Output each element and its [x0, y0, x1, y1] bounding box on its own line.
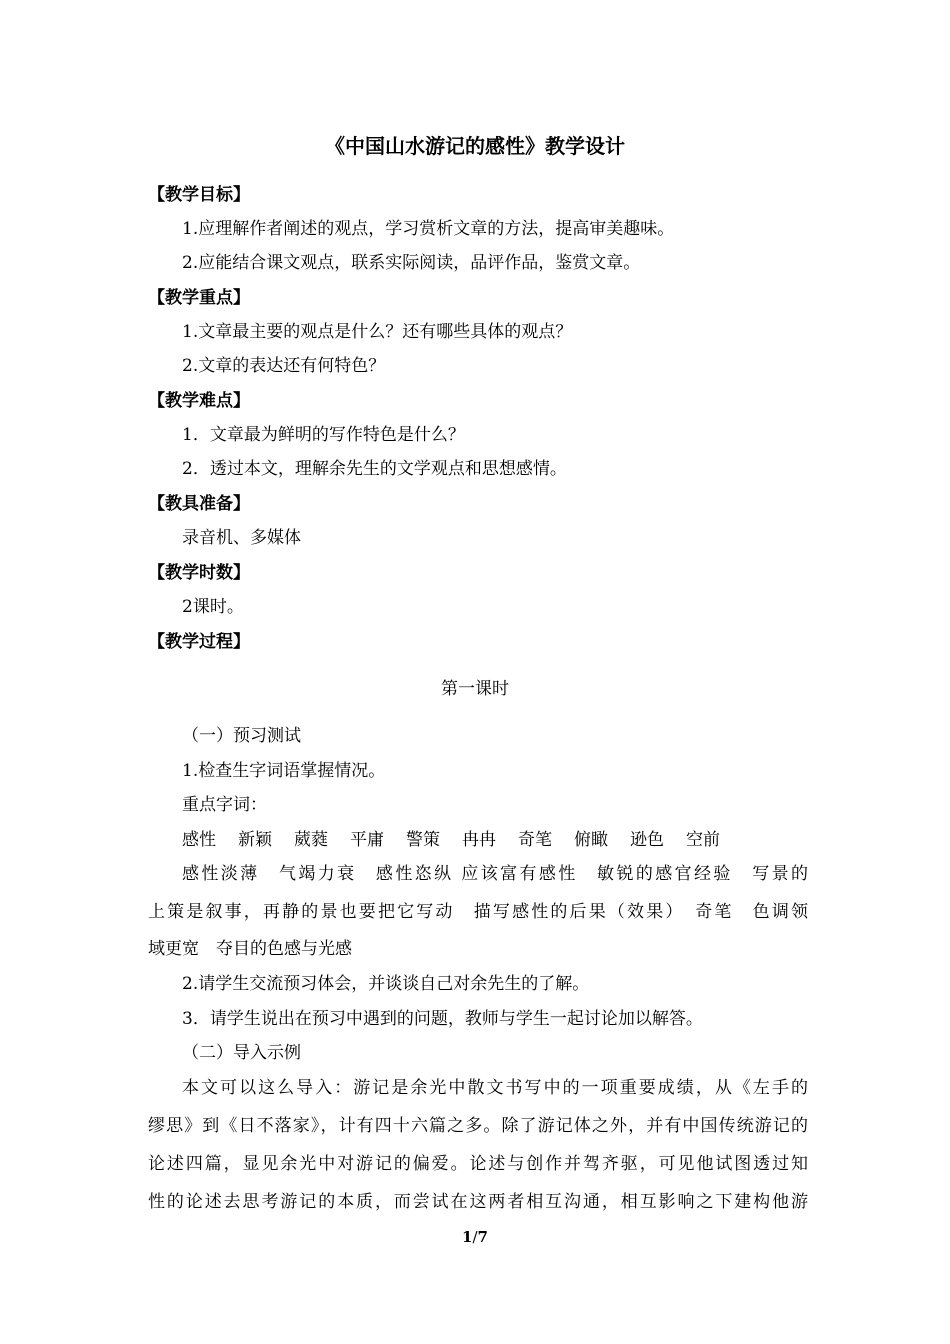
phrases-line: 域更宽 夺目的色感与光感 — [148, 939, 352, 959]
key-word: 空前 — [686, 830, 720, 850]
section-heading-difficulties: 【教学难点】 — [148, 391, 250, 411]
goal-item: 2.应能结合课文观点，联系实际阅读，品评作品，鉴赏文章。 — [182, 253, 641, 273]
key-word: 奇笔 — [518, 830, 552, 850]
document-title: 《中国山水游记的感性》教学设计 — [325, 134, 625, 158]
key-word: 葳蕤 — [294, 830, 328, 850]
key-point-item: 2.文章的表达还有何特色？ — [182, 356, 386, 376]
tools-text: 录音机、多媒体 — [182, 528, 301, 548]
key-word: 警策 — [406, 830, 440, 850]
page-separator: / — [472, 1228, 478, 1246]
section-heading-tools: 【教具准备】 — [148, 494, 250, 514]
section-heading-key-points: 【教学重点】 — [148, 288, 250, 308]
key-words-label: 重点字词： — [182, 795, 267, 815]
hours-text: 2课时。 — [182, 597, 244, 617]
key-word: 冉冉 — [462, 830, 496, 850]
lesson-item: 2.请学生交流预习体会，并谈谈自己对余先生的了解。 — [182, 974, 590, 994]
intro-paragraph-line: 本文可以这么导入：游记是余光中散文书写中的一项重要成绩，从《左手的 — [182, 1078, 808, 1098]
key-word: 感性 — [182, 830, 216, 850]
lesson-item: 3．请学生说出在预习中遇到的问题，教师与学生一起讨论加以解答。 — [182, 1009, 703, 1029]
key-word: 新颖 — [238, 830, 272, 850]
phrases-line: 上策是叙事，再静的景也要把它写动 描写感性的后果（效果） 奇笔 色调领 — [148, 902, 808, 922]
key-word: 俯瞰 — [574, 830, 608, 850]
total-pages: 7 — [477, 1228, 488, 1246]
period-heading: 第一课时 — [441, 679, 509, 699]
part-heading: （一）预习测试 — [182, 726, 301, 746]
goal-item: 1.应理解作者阐述的观点，学习赏析文章的方法，提高审美趣味。 — [182, 219, 675, 239]
section-heading-hours: 【教学时数】 — [148, 563, 250, 583]
page-number — [0, 1228, 950, 1246]
key-word: 平庸 — [350, 830, 384, 850]
lesson-item: 1.检查生字词语掌握情况。 — [182, 761, 386, 781]
section-heading-process: 【教学过程】 — [148, 632, 250, 652]
key-point-item: 1.文章最主要的观点是什么？还有哪些具体的观点？ — [182, 322, 573, 342]
difficulty-item: 1．文章最为鲜明的写作特色是什么？ — [182, 425, 465, 445]
key-word: 逊色 — [630, 830, 664, 850]
part-heading: （二）导入示例 — [182, 1043, 301, 1063]
difficulty-item: 2．透过本文，理解余先生的文学观点和思想感情。 — [182, 459, 567, 479]
intro-paragraph-line: 性的论述去思考游记的本质，而尝试在这两者相互沟通，相互影响之下建构他游 — [148, 1192, 808, 1212]
intro-paragraph-line: 缪思》到《日不落家》，计有四十六篇之多。除了游记体之外，并有中国传统游记的 — [148, 1116, 808, 1136]
section-heading-goals: 【教学目标】 — [148, 185, 250, 205]
phrases-line: 感性淡薄 气竭力衰 感性恣纵 应该富有感性 敏锐的感官经验 写景的 — [182, 864, 808, 884]
current-page: 1 — [462, 1228, 473, 1246]
intro-paragraph-line: 论述四篇，显见余光中对游记的偏爱。论述与创作并驾齐驱，可见他试图透过知 — [148, 1154, 808, 1174]
key-words-list — [182, 823, 808, 857]
